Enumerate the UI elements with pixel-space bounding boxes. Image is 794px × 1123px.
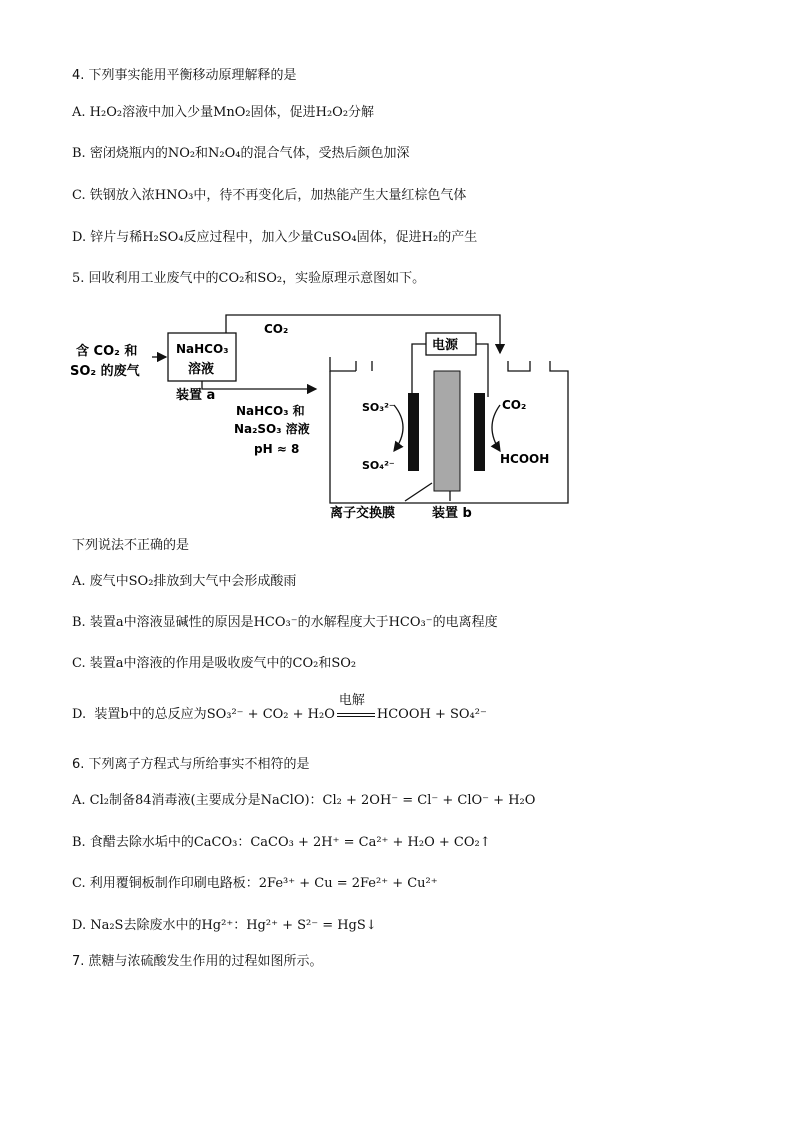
q5-d-prefix: D. 装置b中的总反应为 xyxy=(72,707,207,722)
waste-gas-label-2: SO₂ 的废气 xyxy=(70,364,140,379)
waste-gas-label-1: 含 CO₂ 和 xyxy=(76,344,138,359)
q5-option-b: B. 装置a中溶液显碱性的原因是HCO₃⁻的水解程度大于HCO₃⁻的电离程度 xyxy=(72,615,498,630)
q4-option-a: A. H₂O₂溶液中加入少量MnO₂固体，促进H₂O₂分解 xyxy=(72,105,375,120)
electrode-left xyxy=(408,393,419,471)
solution-label-2: Na₂SO₃ 溶液 xyxy=(234,422,310,436)
q5-d-rhs: HCOOH + SO₄²⁻ xyxy=(376,707,487,722)
q6-option-a: A. Cl₂制备84消毒液(主要成分是NaClO)：Cl₂ + 2OH⁻ = Cl⁻ + ClO⁻ + H₂O xyxy=(72,793,536,808)
q4-stem: 4. 下列事实能用平衡移动原理解释的是 xyxy=(72,68,297,83)
device-a-label: 装置 a xyxy=(176,388,216,403)
q4-option-c: C. 铁钢放入浓HNO₃中，待不再变化后，加热能产生大量红棕色气体 xyxy=(72,188,467,203)
co2-top-label: CO₂ xyxy=(264,322,289,336)
q5-option-a: A. 废气中SO₂排放到大气中会形成酸雨 xyxy=(72,574,297,589)
q4-option-d: D. 锌片与稀H₂SO₄反应过程中，加入少量CuSO₄固体，促进H₂的产生 xyxy=(72,230,478,245)
electrode-right xyxy=(474,393,485,471)
box-a-label-1: NaHCO₃ xyxy=(176,342,229,356)
device-b-label: 装置 b xyxy=(432,506,472,521)
q6-stem: 6. 下列离子方程式与所给事实不相符的是 xyxy=(72,757,310,772)
q5-d-lhs: SO₃²⁻ + CO₂ + H₂O xyxy=(206,707,335,722)
q5-option-c: C. 装置a中溶液的作用是吸收废气中的CO₂和SO₂ xyxy=(72,656,357,671)
solution-label-3: pH ≈ 8 xyxy=(254,442,300,456)
electrolysis-label: 电解 xyxy=(338,693,365,708)
membrane-label: 离子交换膜 xyxy=(330,506,396,521)
q7-stem: 7. 蔗糖与浓硫酸发生作用的过程如图所示。 xyxy=(72,954,323,969)
q6-option-c: C. 利用覆铜板制作印刷电路板：2Fe³⁺ + Cu = 2Fe²⁺ + Cu²⁺ xyxy=(72,876,438,891)
co2-right-label: CO₂ xyxy=(502,398,527,412)
q4-option-b: B. 密闭烧瓶内的NO₂和N₂O₄的混合气体，受热后颜色加深 xyxy=(72,146,410,161)
eq-line-top xyxy=(337,713,375,714)
so3-label: SO₃²⁻ xyxy=(362,401,395,414)
eq-line-bottom xyxy=(337,716,375,717)
experiment-diagram xyxy=(60,305,580,525)
q6-option-b: B. 食醋去除水垢中的CaCO₃：CaCO₃ + 2H⁺ = Ca²⁺ + H₂O + CO₂↑ xyxy=(72,835,491,850)
hcooh-label: HCOOH xyxy=(500,452,550,466)
q5-after-diagram: 下列说法不正确的是 xyxy=(72,538,190,553)
solution-label-1: NaHCO₃ 和 xyxy=(236,404,305,418)
ion-exchange-membrane xyxy=(434,371,460,491)
q5-stem: 5. 回收利用工业废气中的CO₂和SO₂，实验原理示意图如下。 xyxy=(72,271,426,286)
q5-option-d xyxy=(72,693,487,724)
so4-label: SO₄²⁻ xyxy=(362,459,395,472)
electrolysis-condition xyxy=(335,693,377,724)
q6-option-d: D. Na₂S去除废水中的Hg²⁺：Hg²⁺ + S²⁻ = HgS↓ xyxy=(72,918,377,933)
power-label: 电源 xyxy=(432,338,459,353)
box-a-label-2: 溶液 xyxy=(188,362,215,377)
